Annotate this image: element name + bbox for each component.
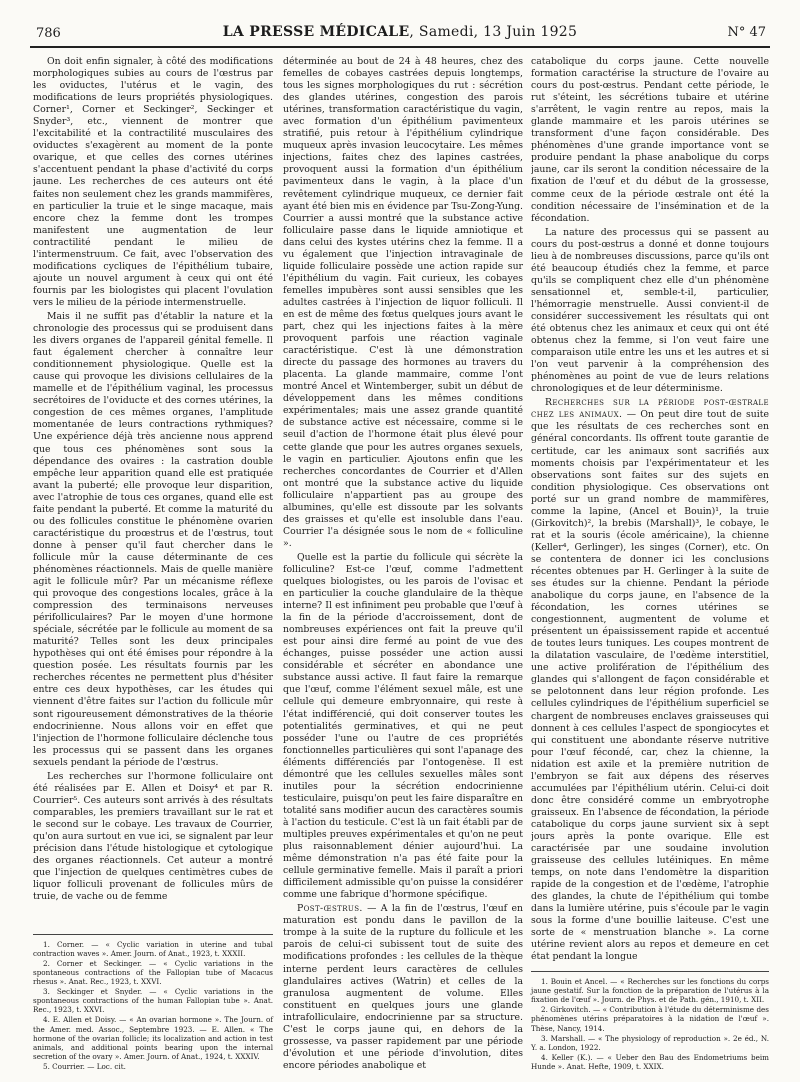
section-text: — A la fin de l'œstrus, l'œuf en maturation est pondu dans le pavillon de la trompe à la suite de la rupture du follicule et les parois de celui-ci subissent tout de suite des modifications profondes : les cellules de la thèque interne perdent leurs caractères de cellules glandulaires actives (Watrin) et celles de la granulosa augmentent de volume. Elles constituent en quelques jours une glande intrafolliculaire, endocrinienne par sa structure. C'est le corps jaune qui, en dehors de la grossesse, va passer rapidement par une période d'évolution et une période d'involution, dites encore périodes anabolique et	[283, 903, 523, 1070]
issue-number: N° 47	[727, 25, 766, 40]
paragraph: Quelle est la partie du follicule qui sécrète la folliculine? Est-ce l'œuf, comme l'admettent quelques biologistes, ou les parois de l'ovisac et en particulier la couche glandulaire de la thèque interne? Il est infiniment peu probable que l'œuf à la fin de la période d'accroissement, dont de nombreuses expériences ont fait la preuve qu'il est pour ainsi dire fermé au point de vue des échanges, puisse posséder une action aussi considérable et sécréter en abondance une substance aussi active. Il faut faire la remarque que l'œuf, comme l'élément sexuel mâle, est une cellule qui demeure embryonnaire, qui reste à l'état indifférencié, qui doit conserver toutes les potentialités germinatives, et qui ne peut posséder l'une ou l'autre de ces propriétés fonctionnelles particulières qui sont l'apanage des éléments différenciés par l'ontogenèse. Il est démontré que les cellules sexuelles mâles sont inutiles pour la sécrétion endocrinienne testiculaire, puisqu'on peut les faire disparaître en totalité sans modifier aucun des caractères soumis à l'action du testicule. C'est là un fait établi par de multiples preuves expérimentales et qu'on ne peut plus raisonnablement dénier aujourd'hui. La même démonstration n'a pas été faite pour la cellule germinative femelle. Mais il paraît a priori difficilement admissible qu'on puisse la considérer comme une fabrique d'hormone spécifique.	[283, 551, 523, 901]
section-paragraph	[283, 903, 523, 1070]
footnotes-left	[33, 934, 273, 1072]
footnote: 3. Marshall. — « The physiology of reproduction ». 2e éd., N. Y. a. London, 1922.	[531, 1033, 769, 1052]
column-1	[33, 56, 273, 926]
footnotes-right	[531, 971, 769, 1072]
section-text: — On peut dire tout de suite que les résultats de ces recherches sont en général concordants. Ils offrent toute garantie de certitude, car les animaux sont sacrifiés aux moments choisis par l'expérimentateur et les observations sont faites sur des sujets en condition physiologique. Ces observations ont porté sur un grand nombre de mammifères, comme la lapine, (Ancel et Bouin)¹, la truie (Girkovitch)², la brebis (Marshall)³, le cobaye, le rat et la souris (école américaine), la chienne (Keller⁴, Gerlinger), les singes (Corner), etc. On se contentera de donner ici les conclusions récentes obtenues par H. Gerlinger à la suite de ses études sur la chienne. Pendant la période anabolique du corps jaune, en l'absence de la fécondation, les cornes utérines se congestionnent, augmentent de volume et présentent un épaississement rapide et accentué de toutes leurs tuniques. Les coupes montrent de la dilatation vasculaire, de l'œdème interstitiel, une active prolifération de l'épithélium des glandes qui s'allongent de façon considérable et se pelotonnent dans leur région profonde. Les cellules cylindriques de l'épithélium superficiel se chargent de nombreuses enclaves graisseuses qui donnent à ces cellules l'aspect de spongiocytes et qui constituent une abondante réserve nutritive pour l'œuf fécondé, car, chez la chienne, la nidation est axile et la première nutrition de l'embryon se fait aux dépens des réserves accumulées par l'épithélium utérin. Celui-ci doit donc être considéré comme un embryotrophe graisseux. En l'absence de fécondation, la période catabolique du corps jaune survient six à sept jours après la ponte ovarique. Elle est caractérisée par une soudaine involution graisseuse des cellules lutéiniques. En même temps, on note dans l'endomètre la disparition rapide de la congestion et de l'œdème, l'atrophie des glandes, la chute de l'épithélium qui tombe dans la lumière utérine, puis s'écoule par le vagin sous la forme d'une bouillie laiteuse. C'est une sorte de « menstruation blanche ». La corne utérine revient alors au repos et demeure en cet état pendant la longue	[531, 409, 769, 963]
footnote: 2. Girkovitch. — « Contribution à l'étude du déterminisme des phénomènes utérins préparatoires à la nidation de l'œuf ». Thèse, Nancy, 1914.	[531, 1005, 769, 1033]
page-number: 786	[36, 26, 61, 41]
footnote: 4. E. Allen et Doisy. — « An ovarian hormone ». The Journ. of the Amer. med. Assoc., Septembre 1923. — E. Allen. « The hormone of the ovarian follicle; its localization and action in test animals, and additional points bearing upon the internal secretion of the ovary ». Amer. Journ. of Anat., 1924, t. XXXIV.	[33, 1015, 273, 1061]
footnote: 2. Corner et Seckinger. — « Cyclic variations in the spontaneous contractions of the Fallopian tube of Macacus rhesus ». Anat. Rec., 1923, t. XXVI.	[33, 958, 273, 987]
journal-title	[30, 24, 770, 40]
page-header	[30, 22, 770, 48]
section-heading: Post-œstrus.	[297, 903, 363, 915]
footnote: 5. Courrier. — Loc. cit.	[43, 1061, 126, 1071]
paragraph: Mais il ne suffit pas d'établir la nature et la chronologie des processus qui se produisent dans les divers organes de l'appareil génital femelle. Il faut également chercher à connaître leur conditionnement physiologique. Quelle est la cause qui provoque les divisions cellulaires de la mamelle et de l'épithélium vaginal, les processus secrétoires de l'oviducte et des cornes utérines, la congestion de ces mêmes organes, l'amplitude momentanée de leurs contractions rythmiques? Une expérience déjà très ancienne nous apprend que tous ces phénomènes sont sous la dépendance des ovaires : la castration double empêche leur apparition quand elle est pratiquée avant la puberté; elle provoque leur disparition, avec l'atrophie de tous ces organes, quand elle est faite pendant la puberté. Et comme la maturité du ou des follicules constitue le phénomène ovarien caractéristique du proœstrus et de l'œstrus, tout donne à penser qu'il faut chercher dans le follicule mûr la cause déterminante de ces phénomènes réactionnels. Mais de quelle manière agit le follicule mûr? Par un mécanisme réflexe qui provoque des congestions locales, grâce à la compression des terminaisons nerveuses périfolliculaires? Par le moyen d'une hormone spéciale, sécrétée par le follicule au moment de sa maturité? Telles sont les deux principales hypothèses qui ont été émises pour répondre à la question posée. Les résultats fournis par les recherches récentes ne permettent plus d'hésiter entre ces deux hypothèses, car les études qui viennent d'être faites sur l'action du follicule mûr sont rigoureusement démonstratives de la théorie endocrinienne. Nous allons voir en effet que l'injection de l'hormone folliculaire déclenche tous les processus qui se passent dans les organes sexuels pendant la période de l'œstrus.	[33, 310, 273, 768]
footnote: 1. Bouin et Ancel. — « Recherches sur les fonctions du corps jaune gestatif. Sur la fonction de la préparation de l'utérus à la fixation de l'œuf ». Journ. de Phys. et de Path. gén., 1910, t. XII.	[531, 977, 769, 1005]
paragraph: On doit enfin signaler, à côté des modifications morphologiques subies au cours de l'œstrus par les oviductes, l'utérus et le vagin, des modifications de leurs propriétés physiologiques. Corner¹, Corner et Seckinger², Seckinger et Snyder³, etc., viennent de montrer que l'excitabilité et la contractilité musculaires des oviductes s'exagèrent au moment de la ponte ovarique, et que celles des cornes utérines s'accentuent pendant la phase d'activité du corps jaune. Les recherches de ces auteurs ont été faites non seulement chez les grands mammifères, en particulier la truie et le singe macaque, mais encore chez la femme dont les trompes manifestent une augmentation de leur contractilité pendant le milieu de l'intermenstruum. Ce fait, avec l'observation des modifications cycliques de l'épithélium tubaire, ajoute un nouvel argument à ceux qui ont été fournis par les biologistes qui placent l'ovulation vers le milieu de la période intermenstruelle.	[33, 56, 273, 308]
paragraph: Les recherches sur l'hormone folliculaire ont été réalisées par E. Allen et Doisy⁴ et par R. Courrier⁵. Ces auteurs sont arrivés à des résultats comparables, les premiers travaillant sur le rat et le second sur le cobaye. Les travaux de Courrier, qu'on aura surtout en vue ici, se signalent par leur précision dans l'étude histologique et cytologique des organes réactionnels. Cet auteur a montré que l'injection de quelques centimètres cubes de liquor folliculi provenant de follicules mûrs de truie, de vache ou de femme	[33, 770, 273, 903]
section-paragraph	[531, 397, 769, 963]
footnote: 1. Corner. — « Cyclic variation in uterine and tubal contraction waves ». Amer. Journ. of Anat., 1923, t. XXXII.	[33, 939, 273, 958]
paragraph: catabolique du corps jaune. Cette nouvelle formation caractérise la structure de l'ovaire au cours du post-œstrus. Pendant cette période, le rut s'éteint, les sécrétions tubaire et utérine s'arrêtent, le vagin rentre au repos, mais la glande mammaire et les parois utérines se transforment d'une façon considérable. Des phénomènes d'une grande importance vont se produire pendant la phase anabolique du corps jaune, car ils seront la condition nécessaire de la fixation de l'œuf et du début de la grossesse, comme ceux de la période œstrale ont été la condition nécessaire de l'insémination et de la fécondation.	[531, 56, 769, 224]
issue-date: , Samedi, 13 Juin 1925	[409, 24, 578, 40]
column-3	[531, 56, 769, 963]
footnote: 4. Keller (K.). — « Ueber den Bau des Endometriums beim Hunde ». Anat. Hefte, 1909, t. XXIX.	[531, 1052, 769, 1071]
paragraph: déterminée au bout de 24 à 48 heures, chez des femelles de cobayes castrées depuis longtemps, tous les signes morphologiques du rut : sécrétion des glandes utérines, congestion des parois utérines, transformation caractéristique du vagin, avec formation d'un épithélium pavimenteux stratifié, puis retour à l'épithélium cylindrique muqueux après invasion leucocytaire. Les mêmes injections, faites chez des lapines castrées, provoquent aussi la formation d'un épithélium pavimenteux dans le vagin, à la place d'un revêtement cylindrique muqueux, ce dernier fait ayant été bien mis en évidence par Tsu-Zong-Yung. Courrier a aussi montré que la substance active folliculaire passe dans le liquide amniotique et dans celui des kystes utérins chez la femme. Il a vu également que l'injection intravaginale de liquide folliculaire possède une action rapide sur l'épithélium du vagin. Fait curieux, les cobayes femelles impubères sont aussi sensibles que les adultes castrées à l'injection de liquor folliculi. Il en est de même des fœtus quelques jours avant le part, chez qui les injections faites à la mère provoquent parfois une réaction vaginale caractéristique. C'est là une démonstration directe du passage des hormones au travers du placenta. La glande mammaire, comme l'ont montré Ancel et Wintemberger, subit un début de développement dans les mêmes conditions expérimentales; mais une assez grande quantité de substance active est nécessaire, comme si le seuil d'action de l'hormone était plus élevé pour cette glande que pour les autres organes sexuels, le vagin en particulier. Ajoutons enfin que les recherches concordantes de Courrier et d'Allen ont montré que la substance active du liquide folliculaire n'appartient pas au groupe des albumines, qu'elle est dissoute par les solvants des graisses et qu'elle est insoluble dans l'eau. Courrier l'a désignée sous le nom de « folliculine ».	[283, 56, 523, 549]
journal-name: LA PRESSE MÉDICALE	[222, 24, 410, 40]
section-heading: Recherches sur la période post-œstrale chez les animaux.	[531, 397, 769, 421]
paragraph: La nature des processus qui se passent au cours du post-œstrus a donné et donne toujours lieu à de nombreuses discussions, parce qu'ils ont été beaucoup étudiés chez la femme, et parce qu'ils se compliquent chez elle d'un phénomène sensationnel et, semble-t-il, particulier, l'hémorragie menstruelle. Aussi convient-il de considérer successivement les résultats qui ont été obtenus chez les animaux et ceux qui ont été obtenus chez la femme, si l'on veut faire une comparaison utile entre les uns et les autres et si l'on veut parvenir à la compréhension des phénomènes au point de vue de leurs relations chronologiques et de leur déterminisme.	[531, 226, 769, 395]
footnote: 3. Seckinger et Snyder. — « Cyclic variations in the spontaneous contractions of the human Fallopian tube ». Anat. Rec., 1923, t. XXVI.	[33, 987, 273, 1015]
column-2	[283, 56, 523, 1070]
